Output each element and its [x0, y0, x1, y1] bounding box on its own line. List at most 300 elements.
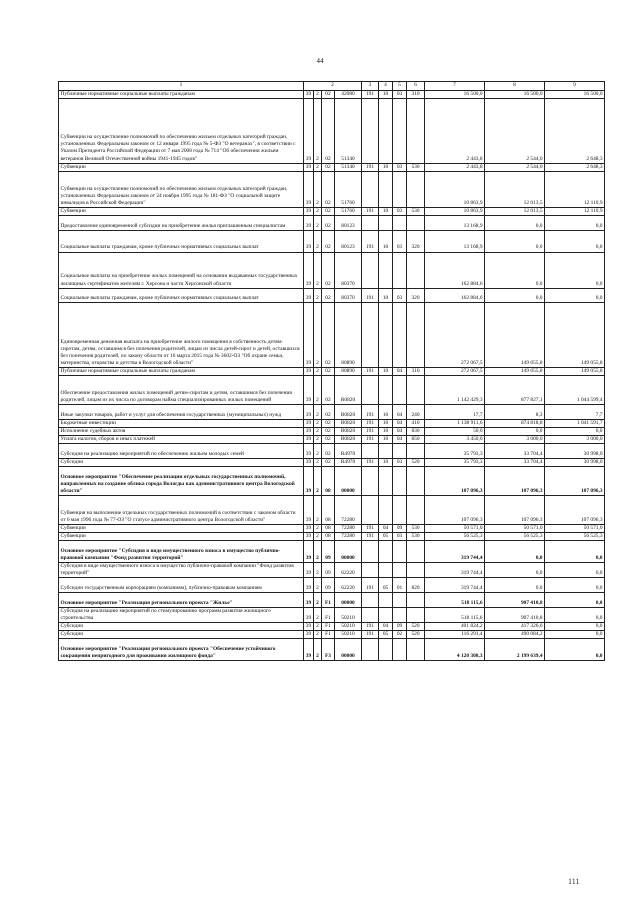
row-code-cell: 520	[407, 458, 425, 466]
row-amount: 56 525,3	[545, 533, 605, 541]
row-amount: 107 096,3	[485, 496, 545, 525]
row-code-cell: 80123	[335, 215, 362, 230]
row-amount: 2 443,8	[425, 163, 485, 171]
row-code-cell: R4970	[335, 458, 362, 466]
row-code-cell	[362, 376, 379, 405]
row-code-cell: 320	[407, 230, 425, 252]
row-code-cell: 50210	[335, 623, 362, 631]
row-code-cell	[393, 496, 407, 525]
row-amount: 907 410,8	[485, 607, 545, 622]
row-code-cell	[362, 639, 379, 661]
row-code-cell: 51760	[335, 171, 362, 207]
table-row	[59, 525, 605, 533]
row-code-cell: 51760	[335, 207, 362, 215]
row-amount: 16 500,0	[545, 91, 605, 99]
row-amount: 3 000,0	[545, 436, 605, 444]
row-code-cell: 00000	[335, 541, 362, 563]
row-amount: 0,0	[545, 230, 605, 252]
row-description: Социальные выплаты гражданам, кроме публичных нормативных социальных выплат	[59, 230, 304, 252]
row-code-cell	[379, 99, 393, 164]
row-code-cell	[407, 563, 425, 578]
row-code-cell: 10	[379, 163, 393, 171]
row-amount: 149 055,8	[545, 303, 605, 368]
row-code-cell: 02	[322, 427, 335, 435]
row-code-cell: 310	[407, 367, 425, 375]
row-amount: 401 824,2	[425, 623, 485, 631]
row-code-cell	[393, 215, 407, 230]
row-code-cell: 2	[314, 207, 322, 215]
row-code-cell: 02	[322, 367, 335, 375]
row-code-cell: 530	[407, 207, 425, 215]
row-code-cell	[362, 99, 379, 164]
row-code-cell: 191	[362, 533, 379, 541]
header-cell: 3	[362, 82, 379, 91]
row-code-cell: 191	[362, 436, 379, 444]
row-code-cell: 39	[304, 91, 314, 99]
row-code-cell: 850	[407, 436, 425, 444]
row-code-cell: 39	[304, 367, 314, 375]
row-code-cell: 191	[362, 419, 379, 427]
row-code-cell	[407, 541, 425, 563]
row-code-cell: 02	[322, 215, 335, 230]
table-row	[59, 458, 605, 466]
row-code-cell	[379, 215, 393, 230]
row-code-cell: 02	[322, 458, 335, 466]
row-amount: 1 142 429,3	[425, 376, 485, 405]
table-row	[59, 367, 605, 375]
table-row	[59, 533, 605, 541]
row-code-cell: 02	[322, 405, 335, 420]
row-code-cell: 191	[362, 623, 379, 631]
row-code-cell: 01	[393, 578, 407, 593]
row-description: Субвенция на выполнение отдельных государственных полномочий в соответствии с законом области от 6 мая 1996 года № 77-ОЗ "О статусе административного центра Вологодской области"	[59, 496, 304, 525]
row-amount: 33 704,4	[485, 458, 545, 466]
row-code-cell	[362, 496, 379, 525]
table-row	[59, 303, 605, 368]
row-code-cell: 10	[379, 405, 393, 420]
row-amount: 10 863,9	[425, 171, 485, 207]
table-row	[59, 607, 605, 622]
row-code-cell: 39	[304, 171, 314, 207]
row-code-cell	[407, 252, 425, 288]
row-code-cell	[407, 376, 425, 405]
row-code-cell: 2	[314, 230, 322, 252]
row-code-cell	[393, 593, 407, 608]
row-code-cell: 80123	[335, 230, 362, 252]
row-code-cell: 2	[314, 578, 322, 593]
table-row	[59, 91, 605, 99]
row-code-cell: 39	[304, 230, 314, 252]
row-code-cell: R0820	[335, 436, 362, 444]
row-code-cell: 2	[314, 458, 322, 466]
row-code-cell: 191	[362, 207, 379, 215]
row-amount: 0,0	[485, 288, 545, 303]
row-amount: 0,0	[485, 215, 545, 230]
row-code-cell: 02	[322, 207, 335, 215]
row-amount: 12 013,5	[485, 207, 545, 215]
row-code-cell: F1	[322, 607, 335, 622]
row-code-cell: 2	[314, 215, 322, 230]
row-code-cell: 39	[304, 639, 314, 661]
row-code-cell	[362, 563, 379, 578]
row-code-cell	[379, 444, 393, 459]
row-code-cell: 02	[322, 91, 335, 99]
row-amount: 56 525,3	[485, 533, 545, 541]
row-code-cell: 191	[362, 91, 379, 99]
row-code-cell: 310	[407, 91, 425, 99]
row-amount: 1 138 911,6	[425, 419, 485, 427]
row-code-cell: 39	[304, 458, 314, 466]
row-code-cell: 39	[304, 419, 314, 427]
table-row	[59, 288, 605, 303]
row-code-cell: 320	[407, 288, 425, 303]
row-amount: 17,7	[425, 405, 485, 420]
row-code-cell: 10	[379, 288, 393, 303]
row-code-cell	[393, 607, 407, 622]
header-cell: 8	[485, 82, 545, 91]
row-amount: 2 648,3	[545, 99, 605, 164]
row-code-cell: 2	[314, 467, 322, 496]
row-amount: 0,0	[545, 623, 605, 631]
table-row	[59, 405, 605, 420]
row-code-cell: 80890	[335, 367, 362, 375]
table-row	[59, 171, 605, 207]
row-amount: 907 410,8	[485, 593, 545, 608]
row-description: Субвенции на осуществление полномочий по обеспечению жильем отдельных категорий граждан, установленных Федеральным законом от 24 ноября 1995 года № 181-ФЗ "О социальной защите инвалидов в Российской Федерации"	[59, 171, 304, 207]
row-code-cell: 39	[304, 252, 314, 288]
row-code-cell: 10	[379, 207, 393, 215]
row-amount: 107 096,3	[545, 467, 605, 496]
row-amount: 0,0	[485, 541, 545, 563]
row-amount: 3 450,0	[425, 436, 485, 444]
row-description: Обеспечение предоставления жилых помещений детям-сиротам и детям, оставшимся без попечения родителей, лицам из их числа по договорам найма специализированных жилых помещений	[59, 376, 304, 405]
row-code-cell: 191	[362, 578, 379, 593]
row-code-cell	[362, 467, 379, 496]
table-row	[59, 578, 605, 593]
header-cell: 6	[407, 82, 425, 91]
row-code-cell: 39	[304, 215, 314, 230]
row-amount: 2 199 639,4	[485, 639, 545, 661]
row-amount: 0,0	[545, 593, 605, 608]
row-amount: 518 115,6	[425, 607, 485, 622]
row-description: Субсидии государственным корпорациям (компаниям), публично-правовым компаниям	[59, 578, 304, 593]
row-code-cell: 04	[379, 623, 393, 631]
row-code-cell	[393, 541, 407, 563]
row-amount: 30 998,0	[545, 444, 605, 459]
row-code-cell: 02	[322, 99, 335, 164]
row-code-cell	[379, 171, 393, 207]
row-code-cell: 09	[322, 563, 335, 578]
row-amount: 272 067,5	[425, 367, 485, 375]
row-code-cell: 03	[393, 533, 407, 541]
row-code-cell: 820	[407, 578, 425, 593]
row-code-cell: 2	[314, 563, 322, 578]
row-code-cell: 72280	[335, 496, 362, 525]
row-amount: 107 096,3	[425, 496, 485, 525]
row-code-cell	[393, 303, 407, 368]
row-code-cell: 05	[379, 631, 393, 639]
table-row	[59, 541, 605, 563]
row-code-cell: 02	[322, 436, 335, 444]
row-code-cell: 2	[314, 376, 322, 405]
row-code-cell: 10	[379, 436, 393, 444]
row-code-cell	[379, 541, 393, 563]
row-code-cell: 2	[314, 444, 322, 459]
row-code-cell: 10	[379, 91, 393, 99]
row-code-cell: 51340	[335, 99, 362, 164]
row-code-cell: R0820	[335, 405, 362, 420]
row-amount: 149 055,8	[545, 367, 605, 375]
row-description: Бюджетные инвестиции	[59, 419, 304, 427]
row-code-cell: 191	[362, 367, 379, 375]
row-amount: 0,0	[545, 631, 605, 639]
table-row	[59, 230, 605, 252]
row-amount: 7,7	[545, 405, 605, 420]
table-row	[59, 99, 605, 164]
row-amount: 417 326,6	[485, 623, 545, 631]
table-row	[59, 467, 605, 496]
row-amount: 107 096,3	[425, 467, 485, 496]
row-code-cell	[393, 467, 407, 496]
row-code-cell: 04	[379, 525, 393, 533]
row-amount: 13 168,9	[425, 215, 485, 230]
row-description: Субвенции	[59, 163, 304, 171]
row-code-cell: 00000	[335, 467, 362, 496]
row-description: Уплата налогов, сборов и иных платежей	[59, 436, 304, 444]
row-code-cell: 03	[393, 163, 407, 171]
row-code-cell: 10	[379, 367, 393, 375]
row-amount: 35 793,3	[425, 444, 485, 459]
row-code-cell: 39	[304, 303, 314, 368]
row-code-cell	[407, 593, 425, 608]
row-code-cell: 09	[322, 541, 335, 563]
row-amount: 50,0	[425, 427, 485, 435]
row-description: Субсидии	[59, 458, 304, 466]
row-code-cell: 39	[304, 541, 314, 563]
row-amount: 0,0	[545, 427, 605, 435]
row-code-cell: 09	[393, 623, 407, 631]
row-description: Субвенции на осуществление полномочий по обеспечению жильем отдельных категорий граждан, установленных Федеральным законом от 12 января 1995 года № 5-ФЗ "О ветеранах", в соответствии с Указом Президента Российской Федерации от 7 мая 2008 года № 714 "Об обеспечении жильем ветеранов Великой Отечественной войны 1941-1945 годов"	[59, 99, 304, 164]
row-code-cell: 410	[407, 419, 425, 427]
row-amount: 490 084,2	[485, 631, 545, 639]
row-code-cell: 04	[393, 427, 407, 435]
row-amount: 319 744,4	[425, 578, 485, 593]
row-code-cell: 72280	[335, 533, 362, 541]
row-code-cell	[407, 607, 425, 622]
row-amount: 272 067,5	[425, 303, 485, 368]
row-amount: 30 998,0	[545, 458, 605, 466]
row-description: Публичные нормативные социальные выплаты гражданам	[59, 91, 304, 99]
row-code-cell: 39	[304, 163, 314, 171]
row-amount: 12 110,9	[545, 207, 605, 215]
header-cell: 7	[425, 82, 485, 91]
row-description: Исполнение судебных актов	[59, 427, 304, 435]
row-code-cell: 10	[379, 419, 393, 427]
row-code-cell: 08	[322, 467, 335, 496]
row-amount: 12 110,9	[545, 171, 605, 207]
row-code-cell: 50210	[335, 631, 362, 639]
row-code-cell: 2	[314, 639, 322, 661]
row-code-cell	[379, 563, 393, 578]
row-code-cell: 2	[314, 252, 322, 288]
row-code-cell	[407, 171, 425, 207]
row-code-cell: 39	[304, 376, 314, 405]
table-row	[59, 252, 605, 288]
row-code-cell: 39	[304, 467, 314, 496]
row-code-cell	[393, 639, 407, 661]
row-amount: 13 168,9	[425, 230, 485, 252]
row-description: Социальные выплаты гражданам, кроме публичных нормативных социальных выплат	[59, 288, 304, 303]
row-amount: 10 863,9	[425, 207, 485, 215]
table-row	[59, 623, 605, 631]
table-row	[59, 639, 605, 661]
row-code-cell: 39	[304, 525, 314, 533]
row-code-cell: 10	[379, 458, 393, 466]
row-code-cell: 2	[314, 541, 322, 563]
table-row	[59, 631, 605, 639]
row-amount: 0,0	[545, 215, 605, 230]
row-amount: 3 000,0	[485, 436, 545, 444]
row-code-cell: 2	[314, 99, 322, 164]
row-description: Основное мероприятие "Реализация регионального проекта "Жилье"	[59, 593, 304, 608]
row-code-cell: 2	[314, 623, 322, 631]
row-code-cell: 04	[393, 436, 407, 444]
row-description: Социальные выплаты на приобретение жилых помещений на основании выдаваемых государственных жилищных сертификатов жителям г. Херсона и части Херсонской области	[59, 252, 304, 288]
row-code-cell: 09	[393, 525, 407, 533]
row-code-cell	[407, 467, 425, 496]
row-description: Субсидии	[59, 631, 304, 639]
row-code-cell: 2	[314, 367, 322, 375]
row-code-cell: 2	[314, 91, 322, 99]
table-row	[59, 563, 605, 578]
row-description: Субсидия в виде имущественного взноса в имущество публично-правовой компании "Фонд развития территорий"	[59, 563, 304, 578]
row-code-cell	[407, 99, 425, 164]
row-code-cell	[407, 444, 425, 459]
row-code-cell: 72280	[335, 525, 362, 533]
row-code-cell: 03	[393, 288, 407, 303]
row-amount: 33 704,4	[485, 444, 545, 459]
row-code-cell: 2	[314, 288, 322, 303]
row-code-cell	[362, 303, 379, 368]
row-description: Основное мероприятие "Реализация регионального проекта "Обеспечение устойчивого сокращения непригодного для проживания жилищного фонда"	[59, 639, 304, 661]
row-amount: 107 096,3	[485, 467, 545, 496]
row-code-cell	[362, 541, 379, 563]
row-code-cell: 2	[314, 171, 322, 207]
row-amount: 2 544,0	[485, 163, 545, 171]
row-amount: 874 818,8	[485, 419, 545, 427]
row-description: Субвенции	[59, 533, 304, 541]
row-code-cell: 03	[393, 91, 407, 99]
row-code-cell: 02	[322, 230, 335, 252]
row-description: Субвенции	[59, 525, 304, 533]
row-code-cell	[362, 215, 379, 230]
table-row	[59, 427, 605, 435]
row-description: Субсидия на реализацию мероприятий по обеспечению жильем молодых семей	[59, 444, 304, 459]
row-code-cell: 191	[362, 525, 379, 533]
row-code-cell: 39	[304, 427, 314, 435]
row-code-cell: 2	[314, 419, 322, 427]
row-code-cell: 191	[362, 230, 379, 252]
row-amount: 162 884,6	[425, 252, 485, 288]
row-code-cell: 08	[322, 533, 335, 541]
table-row	[59, 436, 605, 444]
table-row	[59, 444, 605, 459]
row-code-cell: 03	[393, 207, 407, 215]
header-cell: 1	[59, 82, 304, 91]
row-amount: 4 120 308,3	[425, 639, 485, 661]
row-code-cell	[379, 376, 393, 405]
row-code-cell: R0820	[335, 376, 362, 405]
row-code-cell: 02	[322, 288, 335, 303]
row-code-cell: 39	[304, 563, 314, 578]
row-code-cell	[362, 171, 379, 207]
row-code-cell	[393, 99, 407, 164]
row-code-cell	[393, 444, 407, 459]
row-code-cell	[379, 607, 393, 622]
row-code-cell: 2	[314, 496, 322, 525]
row-amount: 0,0	[485, 252, 545, 288]
row-code-cell: 2	[314, 436, 322, 444]
row-code-cell: 03	[393, 458, 407, 466]
row-amount: 0,0	[545, 541, 605, 563]
row-amount: 56 525,3	[425, 533, 485, 541]
row-description: Предоставление единовременной субсидии на приобретение жилья приглашенным специалистам	[59, 215, 304, 230]
row-code-cell: F1	[322, 623, 335, 631]
row-code-cell: 03	[393, 230, 407, 252]
row-code-cell: 191	[362, 288, 379, 303]
row-code-cell: 530	[407, 163, 425, 171]
row-code-cell	[379, 593, 393, 608]
row-code-cell	[379, 467, 393, 496]
row-description: Единовременная денежная выплата на приобретение жилого помещения в собственность детям-сиротам, детям, оставшимся без попечения родителей, лицам из числа детей-сирот и детей, оставшихся без попечения родителей, по закону области от 16 марта 2015 года № 3602-ОЗ "Об охране семьи, материнства, отцовства и детства в Вологодской области"	[59, 303, 304, 368]
row-code-cell: 39	[304, 288, 314, 303]
row-code-cell	[362, 607, 379, 622]
table-row	[59, 496, 605, 525]
row-code-cell: 62220	[335, 578, 362, 593]
row-code-cell: 2	[314, 525, 322, 533]
row-description: Публичные нормативные социальные выплаты гражданам	[59, 367, 304, 375]
row-code-cell: 10	[379, 230, 393, 252]
row-code-cell: 05	[379, 533, 393, 541]
row-code-cell: 39	[304, 436, 314, 444]
row-code-cell: 39	[304, 578, 314, 593]
row-code-cell: 09	[322, 578, 335, 593]
row-amount: 0,0	[485, 427, 545, 435]
row-code-cell: 02	[322, 419, 335, 427]
row-code-cell: 00000	[335, 639, 362, 661]
header-cell: 4	[379, 82, 393, 91]
row-amount: 2 648,3	[545, 163, 605, 171]
row-amount: 0,0	[485, 578, 545, 593]
table-row	[59, 207, 605, 215]
row-code-cell: 10	[379, 427, 393, 435]
row-code-cell: 191	[362, 427, 379, 435]
row-description: Основное мероприятие "Субсидия в виде имущественного взноса в имущество публично-правовой компании "Фонд развития территорий"	[59, 541, 304, 563]
row-amount: 0,0	[485, 230, 545, 252]
table-row	[59, 376, 605, 405]
row-code-cell: 62220	[335, 563, 362, 578]
footer-mark: 111	[568, 877, 580, 886]
row-description: Основное мероприятие "Обеспечение реализации отдельных государственных полномочий, направленных на создание облика города Вологды как административного центра Вологодской области"	[59, 467, 304, 496]
row-code-cell: 39	[304, 99, 314, 164]
row-code-cell	[393, 563, 407, 578]
row-code-cell: 2	[314, 405, 322, 420]
row-code-cell: 39	[304, 207, 314, 215]
row-code-cell: 39	[304, 496, 314, 525]
row-description: Субсидия на реализацию мероприятий по стимулированию программ развития жилищного строительства	[59, 607, 304, 622]
row-amount: 1 041 591,7	[545, 419, 605, 427]
row-code-cell: 04	[393, 367, 407, 375]
